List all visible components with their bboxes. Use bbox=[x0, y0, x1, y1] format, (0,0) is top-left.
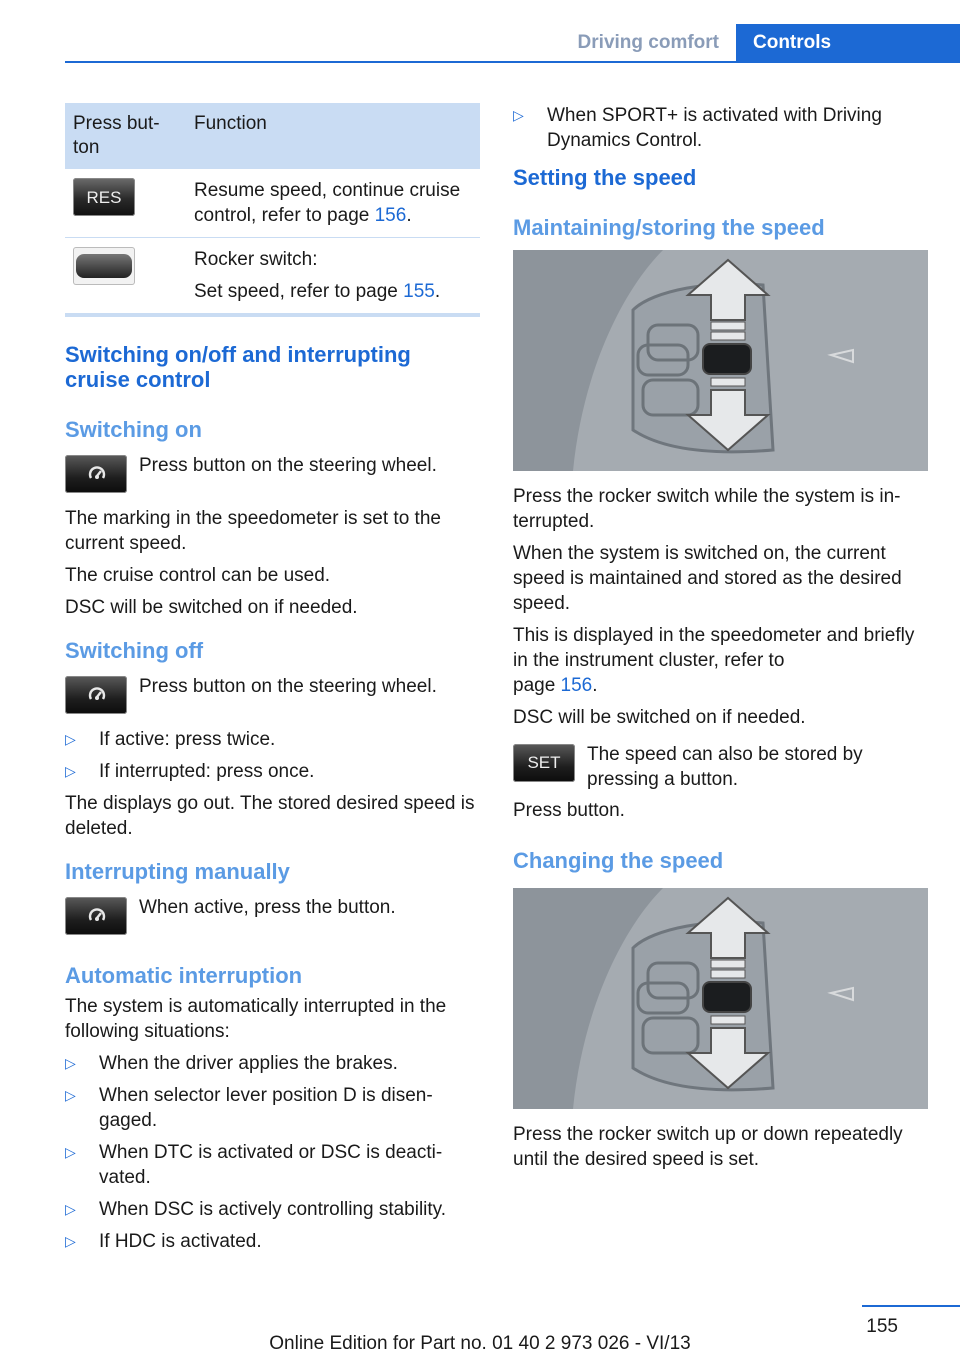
list-item: ▷ If HDC is activated. bbox=[65, 1231, 262, 1252]
paragraph: The system is automatically interrupted in the following situations: bbox=[65, 996, 447, 1042]
paragraph: When the system is switched on, the current speed is maintained and stored as the desired speed. bbox=[513, 543, 902, 614]
switching-on-text: Press button on the steering wheel. bbox=[139, 455, 437, 476]
paragraph: Press button. bbox=[513, 800, 625, 821]
right-column bbox=[513, 103, 928, 1179]
table-cell-function: Rocker switch: Set speed, refer to page 155. bbox=[186, 238, 480, 316]
table-row bbox=[65, 238, 480, 316]
page-link[interactable]: 156 bbox=[560, 675, 593, 696]
paragraph: This is displayed in the speedometer and briefly in the instrument cluster, refer to page 156. bbox=[513, 625, 915, 696]
left-column bbox=[65, 103, 480, 1261]
steering-wheel-rocker-image bbox=[513, 888, 928, 1109]
header-rule bbox=[65, 61, 960, 63]
res-button-icon: RES bbox=[73, 178, 135, 216]
steering-wheel-rocker-image bbox=[513, 250, 928, 471]
list-item: ▷ When SPORT+ is activated with Driving Dynamics Control. bbox=[513, 105, 882, 151]
heading-switching-on: Switching on bbox=[65, 417, 202, 442]
list-item: ▷ If interrupted: press once. bbox=[65, 761, 315, 782]
paragraph: Press the rocker switch while the system is in- terrupted. bbox=[513, 486, 901, 532]
button-function-table bbox=[65, 103, 480, 317]
list-item: ▷ When selector lever position D is disen- gaged. bbox=[65, 1085, 433, 1131]
header-tab: Controls bbox=[736, 24, 960, 61]
paragraph: The displays go out. The stored desired speed is deleted. bbox=[65, 793, 475, 839]
cruise-control-button-icon bbox=[65, 676, 127, 714]
triangle-bullet-icon: ▷ bbox=[65, 731, 76, 747]
heading-automatic-interruption: Automatic interruption bbox=[65, 963, 303, 988]
list-item: ▷ If active: press twice. bbox=[65, 729, 276, 750]
header-section-title: Driving comfort bbox=[577, 32, 719, 53]
paragraph: DSC will be switched on if needed. bbox=[65, 597, 358, 618]
table-header-function: Function bbox=[186, 103, 480, 169]
table-cell-function: Resume speed, continue cruise control, refer to page 156. bbox=[186, 169, 480, 238]
heading-changing-speed: Changing the speed bbox=[513, 848, 724, 873]
footer-rule bbox=[862, 1305, 960, 1307]
triangle-bullet-icon: ▷ bbox=[65, 1201, 76, 1217]
cruise-control-button-icon bbox=[65, 455, 127, 493]
page-link[interactable]: 156 bbox=[374, 205, 407, 226]
heading-switching: Switching on/off and interrupting cruise control bbox=[65, 342, 411, 392]
list-item: ▷ When DTC is activated or DSC is deacti- vated. bbox=[65, 1142, 443, 1188]
triangle-bullet-icon: ▷ bbox=[65, 1087, 76, 1103]
table-header-button: Press but- ton bbox=[65, 103, 186, 169]
page-link[interactable]: 155 bbox=[403, 281, 435, 302]
rocker-switch-icon bbox=[73, 247, 135, 285]
heading-interrupting-manually: Interrupting manually bbox=[65, 859, 290, 884]
cruise-control-button-icon bbox=[65, 897, 127, 935]
table-row bbox=[65, 169, 480, 238]
list-item: ▷ When the driver applies the brakes. bbox=[65, 1053, 398, 1074]
paragraph: The marking in the speedometer is set to the current speed. bbox=[65, 508, 441, 554]
triangle-bullet-icon: ▷ bbox=[65, 763, 76, 779]
paragraph: The cruise control can be used. bbox=[65, 565, 331, 586]
triangle-bullet-icon: ▷ bbox=[65, 1144, 76, 1160]
page-number: 155 bbox=[866, 1316, 898, 1337]
triangle-bullet-icon: ▷ bbox=[65, 1055, 76, 1071]
interrupting-manually-text: When active, press the button. bbox=[139, 897, 396, 918]
set-button-icon: SET bbox=[513, 744, 575, 782]
triangle-bullet-icon: ▷ bbox=[65, 1233, 76, 1249]
heading-setting-speed: Setting the speed bbox=[513, 165, 697, 190]
heading-switching-off: Switching off bbox=[65, 638, 204, 663]
triangle-bullet-icon: ▷ bbox=[513, 107, 524, 123]
set-text: The speed can also be stored by pressing a button. bbox=[587, 744, 863, 790]
list-item: ▷ When DSC is actively controlling stability. bbox=[65, 1199, 447, 1220]
switching-off-text: Press button on the steering wheel. bbox=[139, 676, 437, 697]
footer-edition: Online Edition for Part no. 01 40 2 973 026 - VI/13 bbox=[269, 1333, 691, 1354]
paragraph: Press the rocker switch up or down repeatedly until the desired speed is set. bbox=[513, 1124, 903, 1170]
paragraph: DSC will be switched on if needed. bbox=[513, 707, 806, 728]
heading-maintaining-speed: Maintaining/storing the speed bbox=[513, 215, 825, 240]
